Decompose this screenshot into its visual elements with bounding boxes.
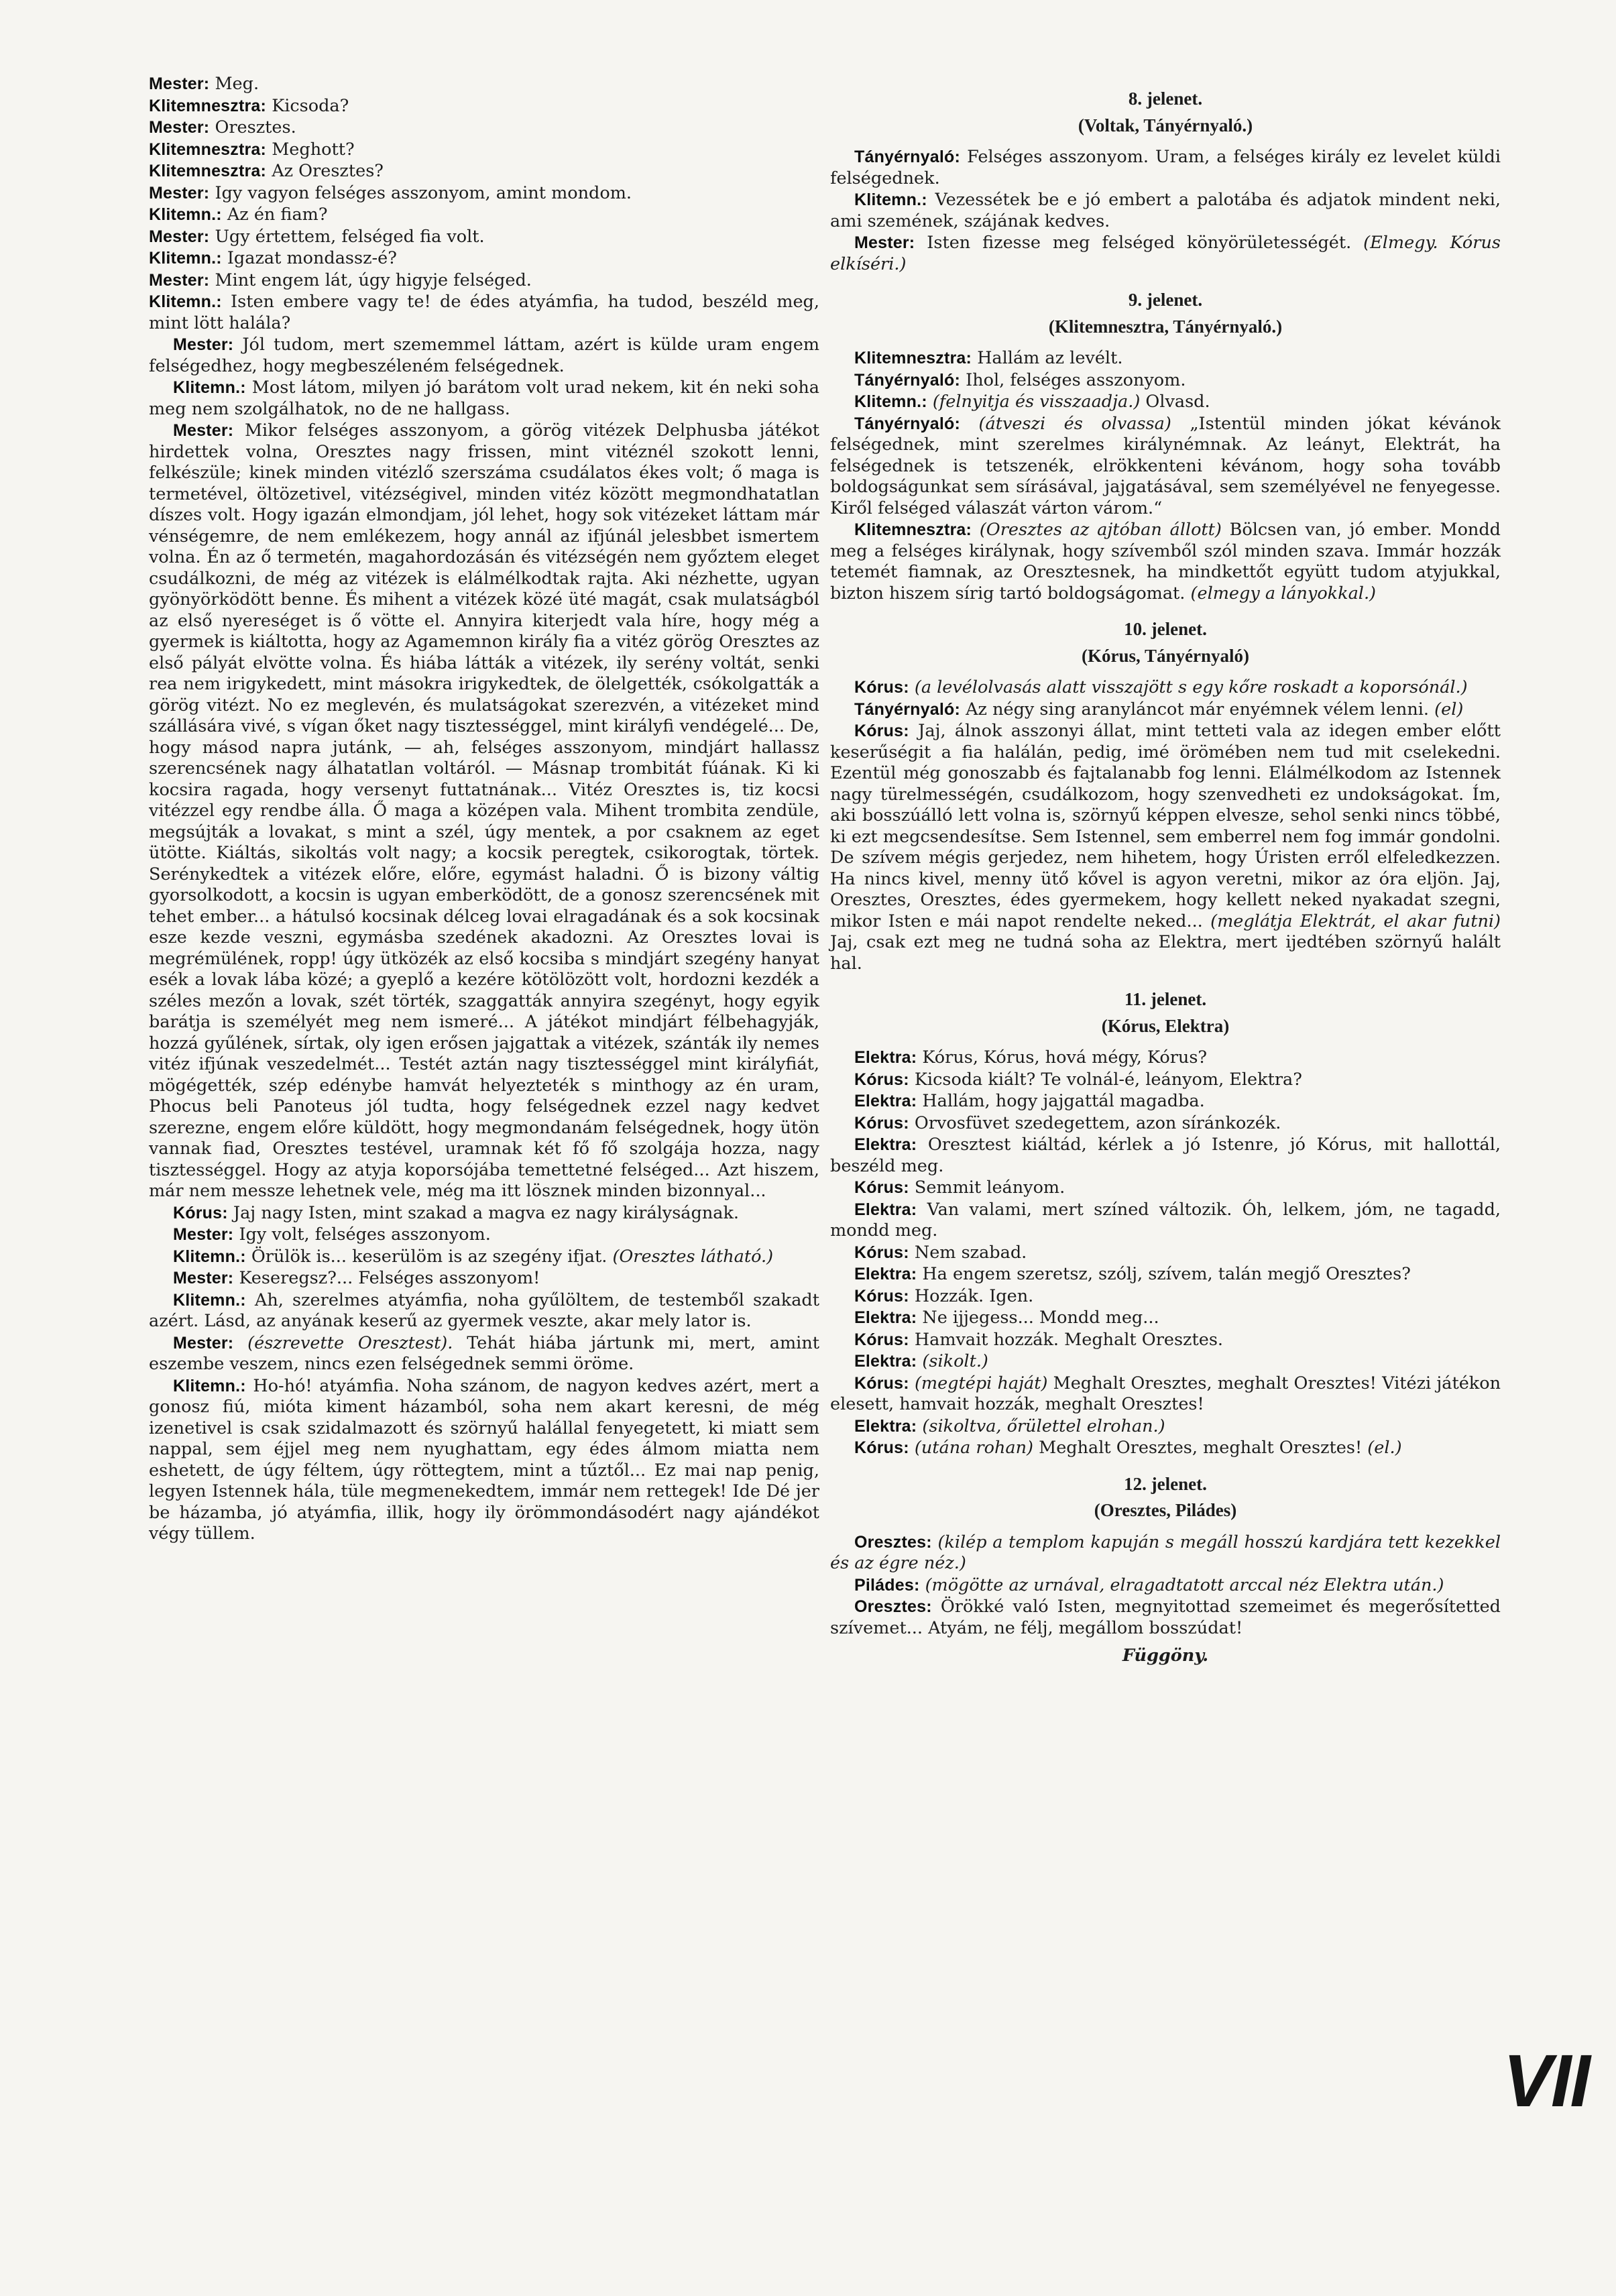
- speaker-name: Mester:: [173, 1225, 234, 1244]
- speaker-name: Kórus:: [854, 1243, 909, 1262]
- dialogue-line: [830, 1047, 1501, 1069]
- stage-direction: (meglátja Elektrát, el akar futni): [1210, 911, 1501, 931]
- line-text: Jaj nagy Isten, mint szakad a magva ez nagy királyságnak.: [233, 1202, 740, 1223]
- dialogue-line: [830, 1113, 1501, 1135]
- line-text: Hallám, hogy jajgattál magadba.: [922, 1091, 1205, 1111]
- speaker-name: Elektra:: [854, 1352, 917, 1371]
- scene-cast: (Kórus, Elektra): [1101, 1015, 1230, 1036]
- speaker-name: Elektra:: [854, 1135, 917, 1154]
- speaker-name: Kórus:: [854, 1330, 909, 1349]
- speaker-name: Klitemn.:: [149, 292, 222, 311]
- dialogue-line: [830, 1178, 1501, 1199]
- speaker-name: Tányérnyaló:: [854, 414, 961, 433]
- line-text: Oresztest kiáltád, kérlek a jó Istenre, jó Kórus, mit hallottál, beszéld meg.: [830, 1135, 1501, 1176]
- dialogue-line: [830, 699, 1501, 721]
- speaker-name: Kórus:: [854, 1373, 909, 1393]
- dialogue-line: [830, 1330, 1501, 1351]
- line-text: Hallám az levélt.: [977, 348, 1123, 368]
- dialogue-line: [830, 1416, 1501, 1438]
- line-text: Örökké való Isten, megnyitottad szemeimet és megerősítetted szívemet... Atyám, ne félj, megállom bosszúdat!: [830, 1597, 1501, 1638]
- curtain-text: Függöny.: [1122, 1646, 1209, 1666]
- speaker-name: Klitemn.:: [149, 205, 222, 224]
- dialogue-line: [149, 420, 819, 1202]
- stage-direction: (Oresztes az ajtóban állott): [979, 520, 1222, 540]
- line-text: Hozzák. Igen.: [914, 1285, 1034, 1306]
- speaker-name: Klitemnesztra:: [854, 520, 972, 539]
- dialogue-line: [830, 414, 1501, 520]
- line-text: Igazat mondassz-é?: [227, 248, 397, 268]
- dialogue-line: [830, 1351, 1501, 1373]
- line-text: Orvosfüvet szedegettem, azon síránkozék.: [914, 1112, 1281, 1133]
- speaker-name: Mester:: [173, 1269, 234, 1287]
- stage-direction: (átveszi és olvassa): [978, 413, 1171, 434]
- stage-direction: (elmegy a lányokkal.): [1190, 583, 1376, 604]
- speaker-name: Klitemn.:: [173, 1290, 246, 1310]
- stage-direction: (megtépi haját): [914, 1373, 1048, 1393]
- line-text: Meghott?: [272, 139, 355, 160]
- dialogue-line: [149, 248, 819, 270]
- speaker-name: Piládes:: [854, 1575, 920, 1595]
- dialogue-line: [830, 1373, 1501, 1416]
- line-text: Ah, szerelmes atyámfia, noha gyűlöltem, de testemből szakadt azért. Lásd, az anyának keserű az gyermek veszte, akar mely lator is.: [149, 1289, 819, 1331]
- speaker-name: Mester:: [173, 421, 234, 440]
- speaker-name: Klitemn.:: [854, 392, 927, 411]
- dialogue-line: [830, 348, 1501, 369]
- dialogue-line: [830, 1438, 1501, 1459]
- dialogue-line: [149, 270, 819, 292]
- speaker-name: Oresztes:: [854, 1597, 932, 1616]
- line-text: Kicsoda kiált? Te volnál-é, leányom, Elektra?: [914, 1069, 1302, 1090]
- dialogue-line: [830, 392, 1501, 413]
- line-text: Isten fizesse meg felséged könyörületességét.: [927, 233, 1352, 253]
- line-text: Olvasd.: [1145, 392, 1210, 412]
- dialogue-line: [149, 378, 819, 420]
- stage-direction: (észrevette Oresztest).: [247, 1332, 453, 1353]
- stage-direction: (el): [1434, 699, 1464, 720]
- line-text: Isten embere vagy te! de édes atyámfia, ha tudod, beszéld meg, mint lött halála?: [149, 292, 819, 333]
- dialogue-line: [830, 1286, 1501, 1308]
- dialogue-line: [830, 1200, 1501, 1242]
- speaker-name: Tányérnyaló:: [854, 148, 961, 166]
- scene-cast: (Voltak, Tányérnyaló.): [1078, 115, 1253, 135]
- speaker-name: Elektra:: [854, 1416, 917, 1436]
- line-text: Nem szabad.: [914, 1242, 1027, 1263]
- speaker-name: Mester:: [149, 118, 210, 137]
- line-text: Igy volt, felséges asszonyom.: [239, 1224, 491, 1245]
- stage-direction: (a levélolvasás alatt visszajött s egy kőre roskadt a koporsónál.): [914, 677, 1468, 697]
- speaker-name: Kórus:: [854, 1286, 909, 1306]
- page-number: VII: [1503, 2040, 1589, 2122]
- dialogue-line: [149, 205, 819, 226]
- dialogue-line: [830, 1091, 1501, 1112]
- speaker-name: Mester:: [149, 270, 210, 290]
- dialogue-line: [149, 1247, 819, 1268]
- speaker-name: Kórus:: [854, 1178, 909, 1197]
- line-text: Meg.: [215, 74, 259, 94]
- dialogue-line: [830, 147, 1501, 189]
- right-column: [830, 74, 1501, 1667]
- line-text: Tehát hiába jártunk mi, mert, amint eszembe veszem, nincs ezen felségednek semmi öröme.: [149, 1332, 820, 1374]
- dialogue-line: [830, 1264, 1501, 1285]
- dialogue-line: [149, 335, 819, 377]
- speaker-name: Klitemnesztra:: [149, 139, 267, 159]
- speaker-name: Klitemnesztra:: [149, 96, 267, 115]
- line-text: Felséges asszonyom. Uram, a felséges király ez levelet küldi felségednek.: [830, 147, 1501, 188]
- speaker-name: Klitemnesztra:: [854, 349, 972, 367]
- dialogue-line: [149, 139, 819, 161]
- speaker-name: Klitemnesztra:: [149, 162, 267, 180]
- dialogue-line: [830, 520, 1501, 604]
- line-text: Az én fiam?: [227, 205, 328, 225]
- line-text: Kicsoda?: [272, 95, 349, 116]
- dialogue-line: [149, 74, 819, 95]
- speaker-name: Mester:: [149, 74, 210, 93]
- dialogue-line: [149, 1333, 819, 1375]
- speaker-name: Kórus:: [854, 722, 909, 740]
- dialogue-line: [830, 233, 1501, 275]
- speaker-name: Kórus:: [173, 1203, 228, 1222]
- speaker-name: Klitemn.:: [854, 190, 927, 209]
- speaker-name: Mester:: [149, 227, 210, 246]
- dialogue-line: [830, 190, 1501, 232]
- dialogue-line: [149, 117, 819, 139]
- stage-direction: (el.): [1367, 1438, 1402, 1458]
- scene-cast: (Kórus, Tányérnyaló): [1081, 645, 1249, 666]
- line-text: Ihol, felséges asszonyom.: [966, 369, 1186, 390]
- line-text: Az Oresztes?: [272, 161, 384, 181]
- stage-direction: (utána rohan): [914, 1438, 1033, 1458]
- dialogue-line: [149, 1290, 819, 1332]
- line-text: Mint engem lát, úgy higyje felséged.: [215, 270, 532, 290]
- speaker-name: Mester:: [173, 1333, 234, 1353]
- scene-title: 12. jelenet.: [1124, 1473, 1207, 1494]
- dialogue-line: [149, 1268, 819, 1289]
- scene-title: 8. jelenet.: [1128, 89, 1203, 109]
- dialogue-line: [830, 721, 1501, 974]
- speaker-name: Elektra:: [854, 1308, 917, 1327]
- scene-title: 9. jelenet.: [1128, 290, 1203, 310]
- dialogue-line: [149, 227, 819, 248]
- speaker-name: Kórus:: [854, 1438, 909, 1457]
- line-text: Kórus, Kórus, hová mégy, Kórus?: [922, 1047, 1208, 1068]
- line-text: Örülök is... keserülöm is az szegény ifjat.: [251, 1246, 608, 1267]
- dialogue-line: [149, 161, 819, 182]
- speaker-name: Elektra:: [854, 1265, 917, 1283]
- dialogue-line: [830, 677, 1501, 699]
- line-text: Meghalt Oresztes, meghalt Oresztes! Vitézi játékon elesett, hamvait hozzák, meghalt Oresztes!: [830, 1373, 1501, 1414]
- speaker-name: Elektra:: [854, 1092, 917, 1110]
- line-text: Bölcsen van, jó ember. Mondd meg a felséges királynak, hogy szívemből szól minden szava. Immár hozzák tetemét fiamnak, az Oresztesnek, ha mindkettőt együtt tudom atyjukkal, bizton hiszem sírig tartó boldogságomat.: [830, 520, 1501, 604]
- scene-cast: (Klitemnesztra, Tányérnyaló.): [1048, 316, 1283, 337]
- line-text: Van valami, mert színed változik. Óh, lelkem, jóm, ne tagadd, mondd meg.: [830, 1199, 1501, 1241]
- scene-title: 11. jelenet.: [1124, 989, 1207, 1009]
- line-text: Jaj, álnok asszonyi állat, mint tetteti vala az idegen ember előtt keserűségit a fia halálán, pedig, imé örömében nem tud mit cselekedni. Ezentül még gonoszabb és fajtalanabb fog lenni. Elálmélkodom az Istennek nagy türelmességén, csudálkozom, hogy szenvedheti ez undokságokat. Ím, aki bosszúálló lett volna is, szörnyű képpen elvesze, sehol senki nincs többé, ki ezt megcsendesítse. Sem Istennel, sem emberrel nem fog immár gondolni. De szívem mégis gerjedez, nem hihetem, hogy Úristen erről elfeledkezzen. Ha nincs kivel, menny ütő kővel is agyon veretni, mikor az óra eljön. Jaj, Oresztes, Oresztes, édes gyermekem, hogy kellett neked nyakadat szegni, mikor Isten e mái napot rendelte neked...: [830, 721, 1501, 931]
- line-text: Ha engem szeretsz, szólj, szívem, talán megjő Oresztes?: [922, 1264, 1411, 1284]
- dialogue-line: [149, 1376, 819, 1545]
- scene-cast: (Oresztes, Piládes): [1094, 1500, 1237, 1520]
- line-text: Vezessétek be e jó embert a palotába és adjatok mindent neki, ami szemének, szájának kedves.: [830, 190, 1501, 231]
- line-text: Ho-hó! atyámfia. Noha szánom, de nagyon kedves azért, mert a gonosz fiú, mióta kiment házamból, soha nem akart keresni, de még izenetivel is csak szidalmazott és szörnyű halállal fenyegetett, ki miatt sem nappal, sem éjjel meg nem nyughattam, egy édes álmom miatta nem eshetett, de úgy féltem, úgy röttegtem, mint a tűztől... Ez mai nap penig, legyen Istennek hála, tüle megmenekedtem, immár nem rettegek! Ide Dé jer be házamba, jó atyámfia, illik, hogy ily örömmondásodért nagy ajándékot végy tüllem.: [149, 1375, 819, 1544]
- line-text: Jaj, csak ezt meg ne tudná soha az Elektra, mert ijedtében szörnyű halált hal.: [830, 932, 1501, 974]
- dialogue-line: [149, 292, 819, 334]
- speaker-name: Mester:: [149, 183, 210, 203]
- line-text: Mikor felséges asszonyom, a görög vitézek Delphusba játékot hirdettek volna, Oresztes nagy frissen, mint vitéznél szokott lenni, felkészüle; kinek minden vitézlő szerszáma csudálatos ékes volt; ő maga is termetével, öltözetivel, vitézségivel, minden vitéz között megmondhatatlan díszes volt. Hogy igazán elmondjam, jól lehet, hogy sok vitézeket láttam már vénségemre, de nem emlékezem, hogy annál az ifjúnál jelesbbet ismertem volna. Én az ő termetén, magahordozásán és vitézségén nem győztem eleget csudálkozni, de még az vitézek is elálmélkodtak rajta. Aki nézhette, ugyan gyönyörködött benne. És mihent a vitézek közé üté magát, csak mulatságból az első nyereséget is ő vötte el. Annyira kiterjedt vala híre, hogy még a gyermek is kiáltotta, hogy az Agamemnon király fia a vitéz görög Oresztes az első pályát elvötte volna. És hiába látták a vitézek, ily serény voltát, senki rea nem irigykedett, mint másokra irigykedtek, de ölelgették, csókolgatták a görög vitézt. No ez meglevén, és mulatságokat szerezvén, a vitézeket mind szállására vivé, s vígan őket nagy tisztességgel, mint királyfi vendégelé... De, hogy másod napra jutánk, — ah, felséges asszonyom, mindjárt hallassz szerencsének nagy álhatatlan voltáról. — Másnap trombitát fúának. Ki ki kocsira ragada, hogy versenyt futtatnának... Vitéz Oresztes is, tiz kocsi vitézzel egy rendbe álla. Ő maga a középen vala. Mihent trombita zendüle, megsújták a lovakat, s mint a szél, úgy mentek, a por csaknem az eget ütötte. Kiáltás, sikoltás volt nagy; a kocsik peregtek, csikorogtak, törtek. Serénykedtek a vitézek előre, előre, egymást haladni. Ő is bizony váltig gyorsolkodott, a kocsin is ugyan emberködött, de a gonosz szerencsének mit tehet ember... a hátulsó kocsinak délceg lovai elragadának és a sok kocsinak esze kezde veszni, egymásba szedének akadozni. Az Oresztes lovai is megrémülének, ropp! úgy ütközék az első kocsiba s mindjárt szegény hanyat esék a lovak lába közé; a gyeplő a kezére kötölözött volt, hordozni kezdék a széles mezőn a lovak, szét törték, szaggatták annyira szegényt, hogy egyik barátja is személyét meg nem ismeré... A játékot mindjárt félbehagyják, hozzá gyűlének, sírtak, oly igen erősen jajgattak a vitézek, szánták ily nemes vitéz ifjúnak veszedelmét... Testét aztán nagy tisztességgel mint királyfiát, mögégették, szép edénybe hamvát helyezteték s minthogy az én uram, Phocus beli Panoteus jól tudta, hogy felségednek ezzel nagy kedvet szerezne, engem előre küldött, hogy megmondanám felségednek, hogy ütön vannak fiad, Oresztes testével, uramnak két fő fő szolgája hozza, nagy tisztességgel. Hogy az atyja koporsójába temettetné felséged... Azt hiszem, már nem messze lehetnek vele, még ma itt lösznek minden bizonnyal...: [149, 420, 819, 1201]
- dialogue-line: [830, 1243, 1501, 1264]
- stage-direction: (mögötte az urnával, elragadtatott arccal néz Elektra után.): [925, 1574, 1444, 1595]
- line-text: Semmit leányom.: [914, 1178, 1065, 1198]
- line-text: Meghalt Oresztes, meghalt Oresztes!: [1039, 1438, 1363, 1458]
- stage-direction: (kilép a templom kapuján s megáll hosszú kardjára tett kezekkel és az égre néz.): [830, 1532, 1501, 1573]
- left-column: [149, 74, 819, 1546]
- speaker-name: Mester:: [854, 233, 915, 252]
- line-text: „Istentül minden jókat kévánok felségednek, mint szerelmes királynémnak. Az leányt, Elektrát, ha felségednek is tetszenék, elrökkenteni kévánom, hogy soha tovább boldogságunkat sem sírásával, jajgatásával, sem személyével ne fenyegesse. Kiről felséged válaszát várton várom.“: [830, 413, 1501, 518]
- dialogue-line: [149, 1224, 819, 1246]
- stage-direction: (sikolt.): [922, 1351, 988, 1371]
- speaker-name: Klitemn.:: [173, 1376, 246, 1395]
- line-text: Hamvait hozzák. Meghalt Oresztes.: [914, 1329, 1224, 1350]
- stage-direction: (felnyitja és visszaadja.): [932, 392, 1141, 412]
- speaker-name: Kórus:: [854, 678, 909, 697]
- dialogue-line: [149, 1203, 819, 1224]
- speaker-name: Oresztes:: [854, 1532, 932, 1552]
- line-text: Az négy sing aranyláncot már enyémnek vélem lenni.: [966, 699, 1430, 720]
- speaker-name: Tányérnyaló:: [854, 370, 961, 390]
- dialogue-line: [830, 1575, 1501, 1597]
- stage-direction: (sikoltva, őrülettel elrohan.): [922, 1416, 1165, 1436]
- speaker-name: Kórus:: [854, 1113, 909, 1133]
- line-text: Ugy értettem, felséged fia volt.: [215, 226, 485, 247]
- stage-direction: (Oresztes látható.): [612, 1246, 774, 1267]
- dialogue-line: [830, 1070, 1501, 1091]
- line-text: Jól tudom, mert szememmel láttam, azért is külde uram engem felségedhez, hogy megbeszéleném felségednek.: [149, 335, 819, 376]
- line-text: Igy vagyon felséges asszonyom, amint mondom.: [215, 182, 632, 203]
- line-text: Ne ijjegess... Mondd meg...: [922, 1308, 1159, 1328]
- line-text: Keseregsz?... Felséges asszonyom!: [239, 1268, 540, 1288]
- speaker-name: Elektra:: [854, 1048, 917, 1067]
- speaker-name: Mester:: [173, 335, 234, 354]
- speaker-name: Klitemn.:: [173, 1247, 246, 1266]
- dialogue-line: [830, 1532, 1501, 1574]
- speaker-name: Klitemn.:: [149, 249, 222, 268]
- dialogue-line: [830, 1135, 1501, 1177]
- line-text: Most látom, milyen jó barátom volt urad nekem, kit én neki soha meg nem szolgálhatok, no de ne hallgass.: [149, 378, 819, 419]
- dialogue-line: [830, 1308, 1501, 1329]
- dialogue-line: [149, 96, 819, 117]
- speaker-name: Elektra:: [854, 1200, 917, 1219]
- speaker-name: Kórus:: [854, 1070, 909, 1089]
- dialogue-line: [830, 370, 1501, 392]
- line-text: Oresztes.: [215, 117, 296, 137]
- speaker-name: Klitemn.:: [173, 378, 246, 397]
- speaker-name: Tányérnyaló:: [854, 699, 961, 719]
- scene-title: 10. jelenet.: [1124, 619, 1207, 639]
- stage-direction: (Elmegy. Kórus elkíséri.): [830, 233, 1501, 274]
- dialogue-line: [149, 183, 819, 205]
- dialogue-line: [830, 1597, 1501, 1639]
